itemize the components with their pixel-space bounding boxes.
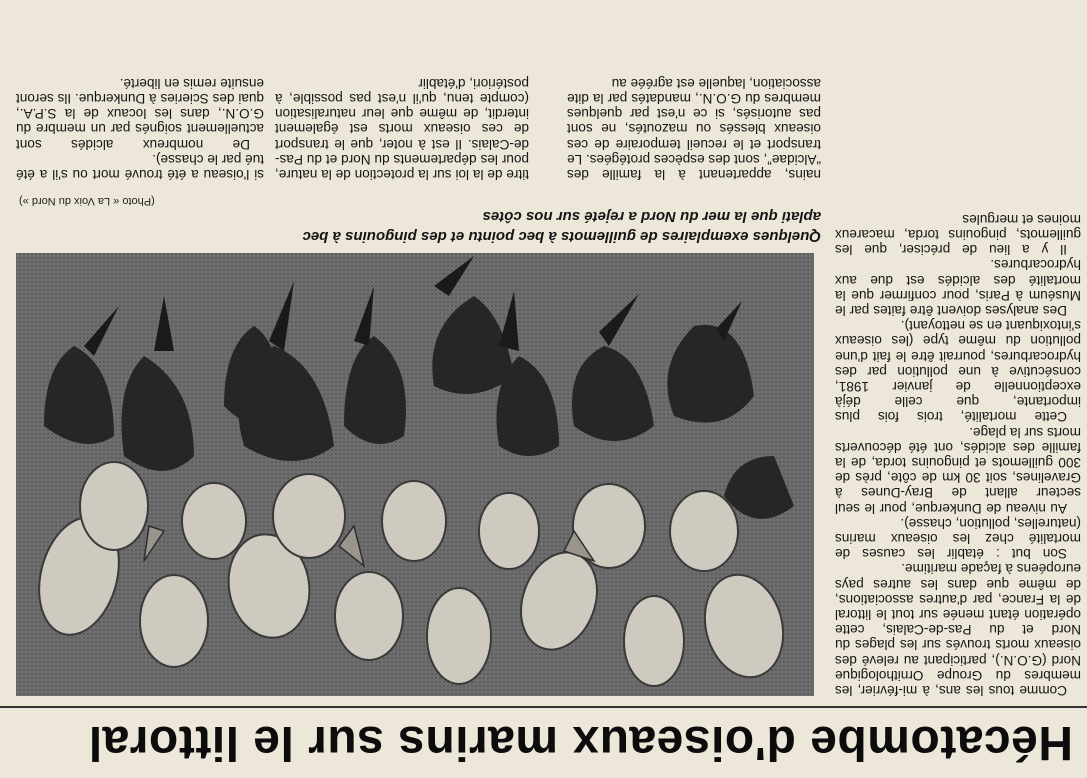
paragraph: De nombreux alcidés sont actuellement soignés par un membre du G.O.N., dans les locaux de la S.P.A., quai des Scieries à Dunkerque. Ils seront ensuite remis en liberté. xyxy=(16,75,264,152)
paragraph: Comme tous les ans, à mi-février, les membres du Groupe Ornithologique Nord (G.O.N.), participant au relevé des oiseaux morts trouvés sur les plages du Nord et du Pas-de-Calais, cette opération étant menée sur tout le littoral de la France, par d'autres associations, de même que dans les autres pays européens à façade maritime. xyxy=(835,561,1081,698)
paragraph: titre de la loi sur la protection de la nature, pour les départements du Nord et du Pas-de-Calais. Il est à noter, que le transport de ces oiseaux morts est également interdit, de même que leur naturalisation (compte tenu, qu'il n'est pas possible, à postériori, d'établir xyxy=(275,75,529,182)
seabirds-photo xyxy=(16,253,814,696)
photo-credit: (Photo « La Voix du Nord ») xyxy=(19,195,155,207)
paragraph: Son but : établir les causes de mortalité chez les oiseaux marins (naturelles, pollution, chasse). xyxy=(835,515,1081,562)
article-column-1 xyxy=(835,212,1081,699)
paragraph: si l'oiseau a été trouvé mort ou s'il a été tué par le chasse). xyxy=(16,151,264,182)
article-column-4 xyxy=(16,76,264,182)
article-column-3 xyxy=(275,76,529,182)
headline-rule xyxy=(0,706,1087,708)
paragraph: Des analyses doivent être faites par le Muséum à Paris, pour confirmer que la mortalité des alcidés est due aux hydrocarbures. xyxy=(835,257,1081,318)
paragraph: nains, appartenant à la famille des “Alcidae”, sont des espèces protégées. Le transport et le recueil temporaire de ces oiseaux blessés ou mazoutés, ne sont pas autorisés, si ce n'est par quelques membres du G.O.N., mandatés par la dite association, laquelle est agréée au xyxy=(567,75,821,182)
seabirds-photo-drawing xyxy=(16,253,814,696)
article-column-2 xyxy=(567,76,821,182)
headline: Hécatombe d'oiseaux marins sur le littoral xyxy=(88,716,1073,769)
photo-caption: Quelques exemplaires de guillemots à bec pointu et des pingouins à bec aplati que la mer du Nord a rejeté sur nos côtes xyxy=(302,208,821,245)
paragraph: Cette mortalité, trois fois plus importante, que celle déjà exceptionnelle de janvier 1981, consécutive à une pollution par des hydrocarbures, pourrait être le fait d'une pollution du même type (les oiseaux s'intoxiquant en se nettoyant). xyxy=(835,318,1081,425)
paragraph: Il y a lieu de préciser, que les guillemots, pingouins torda, macareux moines et mergules xyxy=(835,211,1081,258)
paragraph: Au niveau de Dunkerque, pour le seul secteur allant de Bray-Dunes à Gravelines, soit 30 km de côte, près de 300 guillemots et pingouins torda, de la famille des alcidés, ont été découverts morts sur la plage. xyxy=(835,424,1081,516)
